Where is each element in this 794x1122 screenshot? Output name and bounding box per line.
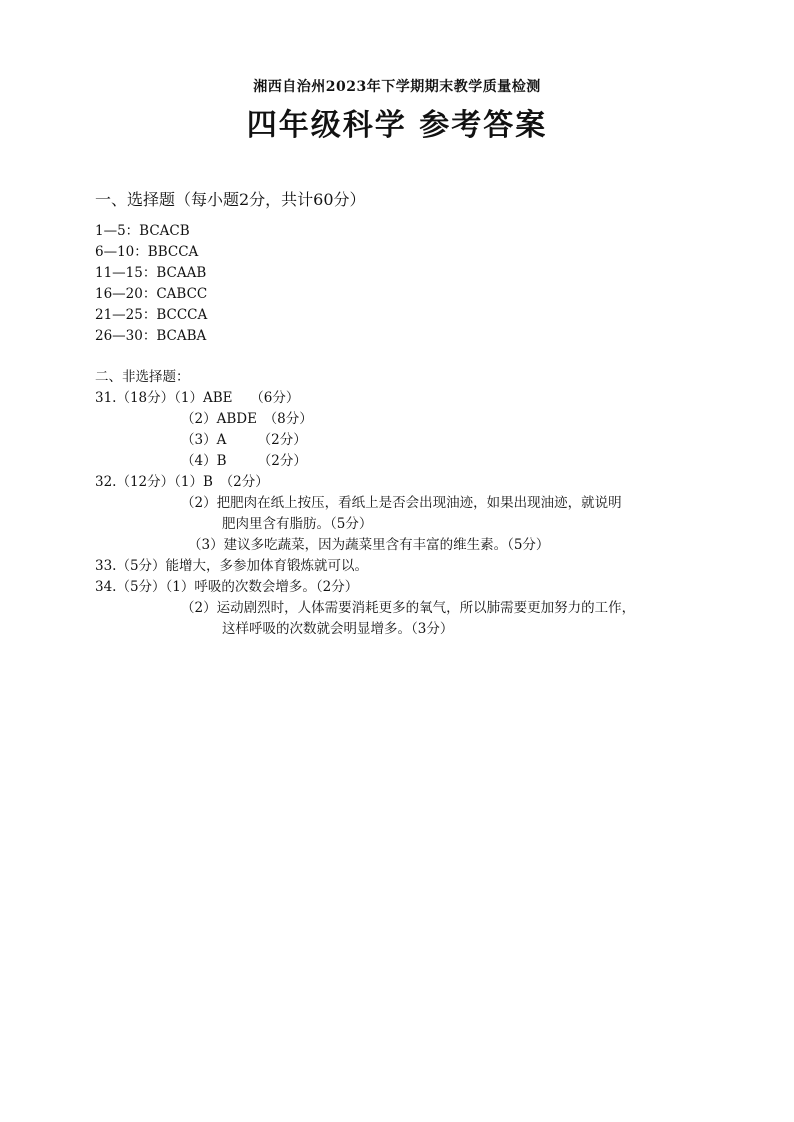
answer-line-q32-2: （2）把肥肉在纸上按压，看纸上是否会出现油迹，如果出现油迹，就说明: [181, 495, 622, 511]
choice-answer-row: 1—5：BCACB: [95, 223, 190, 239]
answer-line-q31-4: （4）B （2分）: [181, 453, 307, 469]
answer-line-q32: 32.（12分）（1）B （2分）: [95, 474, 269, 490]
answer-line-q32-3: （3）建议多吃蔬菜，因为蔬菜里含有丰富的维生素。（5分）: [188, 537, 550, 553]
answer-line-q31-2: （2）ABDE （8分）: [181, 411, 313, 427]
choice-answer-row: 26—30：BCABA: [95, 328, 207, 344]
answer-line-q34-2-cont: 这样呼吸的次数就会明显增多。（3分）: [222, 621, 454, 637]
answer-line-q32-2-cont: 肥肉里含有脂肪。（5分）: [222, 516, 373, 532]
choice-answer-row: 6—10：BBCCA: [95, 244, 199, 260]
answer-line-q33: 33.（5分）能增大，多参加体育锻炼就可以。: [95, 558, 369, 574]
answer-line-q31-3: （3）A （2分）: [181, 432, 307, 448]
answer-line-q34: 34.（5分）（1）呼吸的次数会增多。（2分）: [95, 579, 359, 595]
choice-answer-row: 11—15：BCAAB: [95, 265, 207, 281]
choice-answer-row: 21—25：BCCCA: [95, 307, 208, 323]
answer-line-q31: 31.（18分）（1）ABE （6分）: [95, 390, 300, 406]
exam-subtitle: 湘西自治州2023年下学期期末教学质量检测: [253, 79, 541, 95]
page-title: 四年级科学 参考答案: [246, 108, 548, 143]
answer-line-q34-2: （2）运动剧烈时，人体需要消耗更多的氧气，所以肺需要更加努力的工作，: [181, 600, 636, 616]
choice-answer-row: 16—20：CABCC: [95, 286, 208, 302]
section-heading-choice: 一、选择题（每小题2分，共计60分）: [95, 190, 366, 209]
section-heading-non-choice: 二、非选择题：: [95, 369, 190, 385]
